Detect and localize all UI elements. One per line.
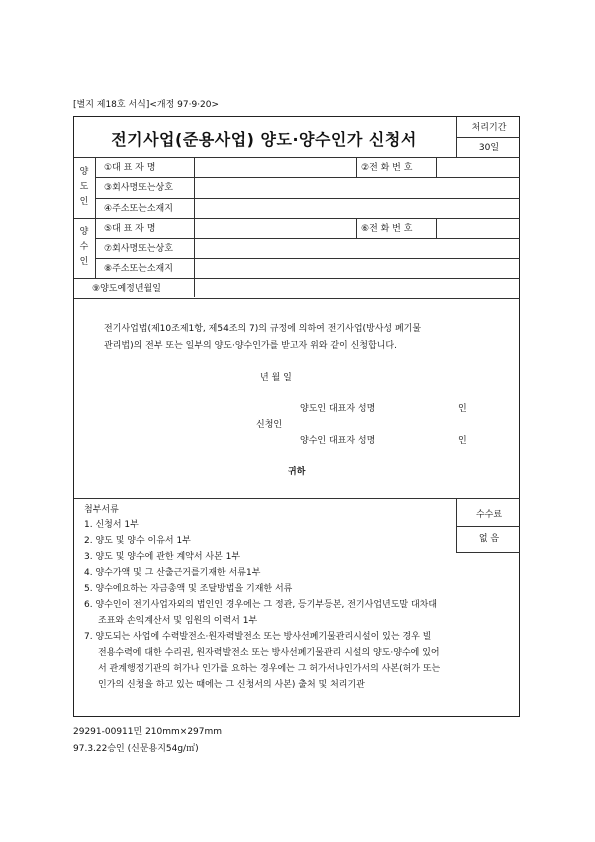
documents-heading: 첨부서류 <box>84 505 119 515</box>
transferee-company-label: ⑦회사명또는상호 <box>104 244 173 254</box>
list-item: 2. 양도 및 양수 이유서 1부 <box>84 536 191 546</box>
applicant-label: 신청인 <box>256 420 283 430</box>
list-item: 5. 양수에요하는 자금총액 및 조달방법을 기재한 서류 <box>84 584 293 594</box>
application-form <box>73 116 520 717</box>
transferor-name-field[interactable] <box>195 158 355 176</box>
application-statement: 전기사업법(제10조제1항, 제54조의 7)의 규정에 의하여 전기사업(방사성 폐기물 관리법)의 전부 또는 일부의 양도·양수인가를 받고자 위와 같이 신청합니다. <box>104 324 422 351</box>
list-item: 6. 양수인이 전기사업자외의 법인인 경우에는 그 정관, 등기부등본, 전기사업년도말 대차대 <box>84 600 438 610</box>
transferor-company-field[interactable] <box>195 178 519 197</box>
documents-list <box>84 517 516 693</box>
list-item: 4. 양수가액 및 그 산출근거를기재한 서류1부 <box>84 568 261 578</box>
list-item: 3. 양도 및 양수에 관한 계약서 사본 1부 <box>84 552 241 562</box>
transferee-company-field[interactable] <box>195 239 519 257</box>
transferee-name-field[interactable] <box>195 219 355 237</box>
transferee-phone-field[interactable] <box>437 219 519 237</box>
transferor-company-label: ③회사명또는상호 <box>104 183 173 193</box>
transferee-name-label: ⑤대 표 자 명 <box>104 224 156 234</box>
recipient-label: 귀하 <box>288 467 306 477</box>
list-item: 인가의 신청을 하고 있는 때에는 그 신청서의 사본) 출처 및 처리기관 <box>98 680 365 690</box>
application-date: 년 월 일 <box>260 373 292 383</box>
transferee-phone-label: ⑥전 화 번 호 <box>361 224 413 234</box>
transferee-group-label: 양 수 인 <box>79 227 89 267</box>
transferor-signature-line: 양도인 대표자 성명 <box>300 404 376 414</box>
transferor-phone-label: ②전 화 번 호 <box>361 163 413 173</box>
planned-date-field[interactable] <box>195 279 519 297</box>
list-item: 7. 양도되는 사업에 수력발전소·원자력발전소 또는 방사선폐기물관리시설이 있는 경우 빌 <box>84 632 432 642</box>
processing-period-label: 처리기간 <box>471 123 507 133</box>
transferee-address-label: ⑧주소또는소재지 <box>104 264 173 274</box>
transferee-seal-mark: 인 <box>458 436 467 446</box>
form-title: 전기사업(준용사업) 양도·양수인가 신청서 <box>111 130 417 149</box>
list-item: 서 관계행정기관의 허가나 인가를 요하는 경우에는 그 허가서나인가서의 사본(허가 또는 <box>98 664 441 674</box>
processing-period-value: 30일 <box>478 143 500 153</box>
footer-form-code: 29291-00911민 210mm×297mm <box>73 727 223 737</box>
list-item: 1. 신청서 1부 <box>84 520 139 530</box>
list-item: 전용수력에 대한 수리권, 원자력발전소 또는 방사선폐기물관리 시설의 양도·양수에 있어 <box>98 648 440 658</box>
transferee-address-field[interactable] <box>195 259 519 277</box>
fee-value: 없 음 <box>478 534 500 544</box>
fee-label: 수수료 <box>475 510 503 520</box>
transferor-name-label: ①대 표 자 명 <box>104 163 156 173</box>
transferor-address-field[interactable] <box>195 199 519 217</box>
transferor-phone-field[interactable] <box>437 158 519 176</box>
form-id: [별지 제18호 서식]<개정 97·9·20> <box>73 100 220 110</box>
planned-date-label: ⑨양도예정년월일 <box>92 284 161 294</box>
transferor-address-label: ④주소또는소재지 <box>104 204 173 214</box>
transferor-group-label: 양 도 인 <box>79 167 89 207</box>
list-item: 조표와 손익계산서 및 임원의 이력서 1부 <box>98 616 258 626</box>
transferor-seal-mark: 인 <box>458 404 467 414</box>
footer-approval: 97.3.22승인 (신문용지54g/㎡) <box>73 744 199 754</box>
transferee-signature-line: 양수인 대표자 성명 <box>300 436 376 446</box>
